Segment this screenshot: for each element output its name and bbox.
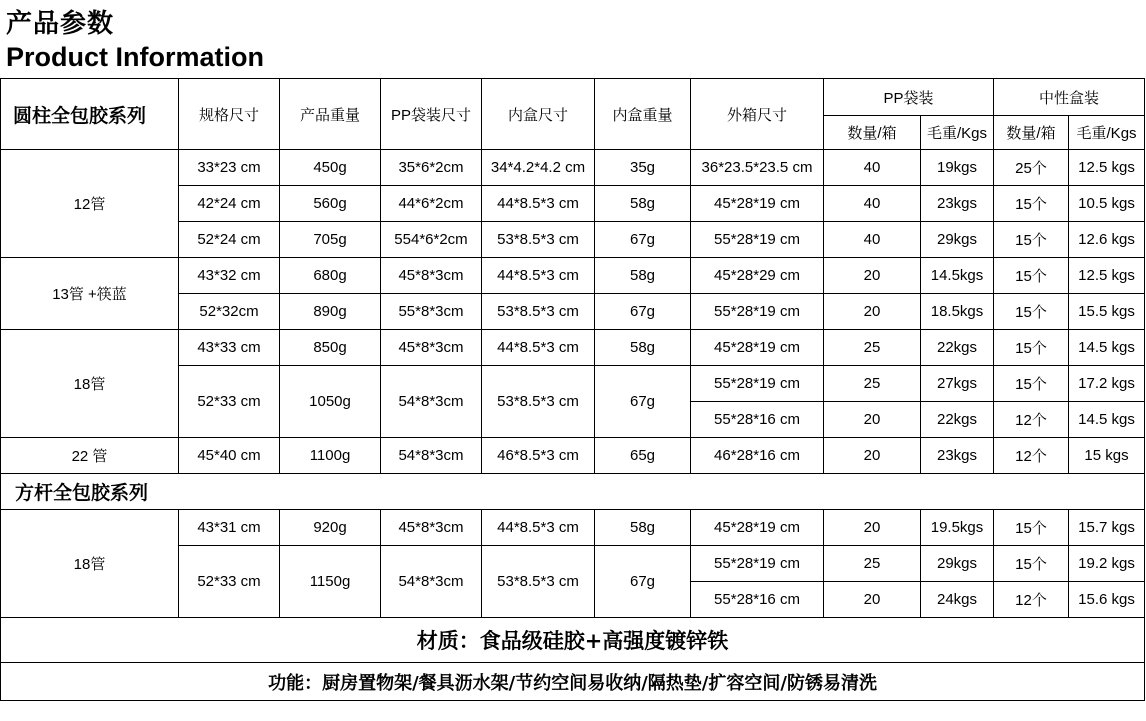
table-row <box>1 330 1145 366</box>
cell-size: 45*40 cm <box>179 438 280 474</box>
cell-pp-qty: 20 <box>824 510 921 546</box>
cell-weight: 1100g <box>280 438 381 474</box>
cell-pp-size: 45*8*3cm <box>381 510 482 546</box>
cell-inner-weight: 58g <box>595 330 691 366</box>
header-nb-gross: 毛重/Kgs <box>1069 116 1145 150</box>
cell-nb-gross: 12.6 kgs <box>1069 222 1145 258</box>
material-text: 材质：食品级硅胶+高强度镀锌铁 <box>1 618 1145 663</box>
cell-pp-gross: 19kgs <box>921 150 994 186</box>
cell-weight: 680g <box>280 258 381 294</box>
group-name: 18管 <box>1 330 179 438</box>
cell-weight: 705g <box>280 222 381 258</box>
cell-pp-gross: 22kgs <box>921 402 994 438</box>
cell-pp-qty: 25 <box>824 546 921 582</box>
header-size: 规格尺寸 <box>179 79 280 150</box>
function-text: 功能：厨房置物架/餐具沥水架/节约空间易收纳/隔热垫/扩容空间/防锈易清洗 <box>1 663 1145 701</box>
table-row <box>1 510 1145 546</box>
cell-nb-gross: 12.5 kgs <box>1069 258 1145 294</box>
series-title-round: 圆柱全包胶系列 <box>1 79 179 150</box>
header-row <box>1 79 1145 116</box>
cell-inner-size: 34*4.2*4.2 cm <box>482 150 595 186</box>
cell-inner-weight: 67g <box>595 222 691 258</box>
series-title-square: 方杆全包胶系列 <box>1 474 1145 510</box>
cell-size: 52*33 cm <box>179 366 280 438</box>
cell-size: 52*33 cm <box>179 546 280 618</box>
cell-outer-size: 36*23.5*23.5 cm <box>691 150 824 186</box>
cell-pp-gross: 29kgs <box>921 546 994 582</box>
group-name: 22 管 <box>1 438 179 474</box>
cell-outer-size: 55*28*19 cm <box>691 366 824 402</box>
cell-nb-qty: 25个 <box>994 150 1069 186</box>
cell-size: 43*33 cm <box>179 330 280 366</box>
cell-pp-gross: 23kgs <box>921 186 994 222</box>
cell-pp-qty: 20 <box>824 438 921 474</box>
cell-outer-size: 55*28*19 cm <box>691 222 824 258</box>
footer-row-material <box>1 618 1145 663</box>
cell-outer-size: 45*28*19 cm <box>691 330 824 366</box>
cell-outer-size: 45*28*29 cm <box>691 258 824 294</box>
header-pp-gross: 毛重/Kgs <box>921 116 994 150</box>
cell-outer-size: 55*28*19 cm <box>691 546 824 582</box>
group-name: 12管 <box>1 150 179 258</box>
footer-row-function <box>1 663 1145 701</box>
cell-inner-size: 44*8.5*3 cm <box>482 330 595 366</box>
cell-weight: 1150g <box>280 546 381 618</box>
cell-weight: 450g <box>280 150 381 186</box>
cell-inner-weight: 67g <box>595 366 691 438</box>
cell-pp-gross: 23kgs <box>921 438 994 474</box>
cell-pp-qty: 25 <box>824 366 921 402</box>
cell-pp-qty: 20 <box>824 402 921 438</box>
cell-inner-weight: 67g <box>595 546 691 618</box>
cell-nb-qty: 15个 <box>994 510 1069 546</box>
cell-nb-gross: 17.2 kgs <box>1069 366 1145 402</box>
cell-pp-qty: 40 <box>824 186 921 222</box>
cell-pp-size: 44*6*2cm <box>381 186 482 222</box>
title-english: Product Information <box>6 42 264 72</box>
cell-weight: 850g <box>280 330 381 366</box>
cell-pp-qty: 25 <box>824 330 921 366</box>
cell-inner-size: 44*8.5*3 cm <box>482 510 595 546</box>
cell-inner-size: 44*8.5*3 cm <box>482 186 595 222</box>
cell-pp-size: 55*8*3cm <box>381 294 482 330</box>
cell-inner-size: 53*8.5*3 cm <box>482 366 595 438</box>
cell-nb-qty: 12个 <box>994 402 1069 438</box>
cell-outer-size: 55*28*16 cm <box>691 402 824 438</box>
cell-inner-size: 53*8.5*3 cm <box>482 222 595 258</box>
cell-nb-qty: 15个 <box>994 294 1069 330</box>
header-neutral-box: 中性盒装 <box>994 79 1145 116</box>
cell-inner-size: 53*8.5*3 cm <box>482 294 595 330</box>
cell-nb-gross: 12.5 kgs <box>1069 150 1145 186</box>
cell-nb-qty: 12个 <box>994 582 1069 618</box>
cell-size: 52*32cm <box>179 294 280 330</box>
cell-pp-size: 54*8*3cm <box>381 546 482 618</box>
group-name: 13管 +筷蓝 <box>1 258 179 330</box>
cell-pp-qty: 20 <box>824 294 921 330</box>
cell-size: 52*24 cm <box>179 222 280 258</box>
cell-weight: 1050g <box>280 366 381 438</box>
cell-outer-size: 45*28*19 cm <box>691 186 824 222</box>
header-pp-qty: 数量/箱 <box>824 116 921 150</box>
cell-pp-gross: 19.5kgs <box>921 510 994 546</box>
cell-pp-size: 35*6*2cm <box>381 150 482 186</box>
title-chinese: 产品参数 <box>6 9 115 39</box>
cell-weight: 920g <box>280 510 381 546</box>
cell-weight: 560g <box>280 186 381 222</box>
cell-nb-gross: 15.7 kgs <box>1069 510 1145 546</box>
product-spec-table <box>0 78 1145 701</box>
cell-pp-size: 554*6*2cm <box>381 222 482 258</box>
cell-weight: 890g <box>280 294 381 330</box>
cell-pp-gross: 24kgs <box>921 582 994 618</box>
cell-nb-qty: 15个 <box>994 330 1069 366</box>
header-nb-qty: 数量/箱 <box>994 116 1069 150</box>
cell-pp-size: 54*8*3cm <box>381 438 482 474</box>
cell-nb-gross: 10.5 kgs <box>1069 186 1145 222</box>
header-pp-pack: PP袋装 <box>824 79 994 116</box>
cell-pp-qty: 40 <box>824 222 921 258</box>
cell-pp-qty: 40 <box>824 150 921 186</box>
table-row <box>1 438 1145 474</box>
cell-outer-size: 55*28*16 cm <box>691 582 824 618</box>
cell-size: 42*24 cm <box>179 186 280 222</box>
cell-pp-size: 45*8*3cm <box>381 258 482 294</box>
cell-inner-weight: 35g <box>595 150 691 186</box>
cell-inner-size: 46*8.5*3 cm <box>482 438 595 474</box>
cell-pp-qty: 20 <box>824 582 921 618</box>
cell-pp-qty: 20 <box>824 258 921 294</box>
cell-outer-size: 45*28*19 cm <box>691 510 824 546</box>
cell-pp-gross: 27kgs <box>921 366 994 402</box>
cell-nb-qty: 15个 <box>994 222 1069 258</box>
header-inner-box-weight: 内盒重量 <box>595 79 691 150</box>
cell-pp-gross: 14.5kgs <box>921 258 994 294</box>
cell-nb-gross: 14.5 kgs <box>1069 402 1145 438</box>
cell-nb-qty: 12个 <box>994 438 1069 474</box>
cell-outer-size: 46*28*16 cm <box>691 438 824 474</box>
cell-inner-size: 53*8.5*3 cm <box>482 546 595 618</box>
cell-pp-size: 54*8*3cm <box>381 366 482 438</box>
cell-pp-gross: 18.5kgs <box>921 294 994 330</box>
cell-outer-size: 55*28*19 cm <box>691 294 824 330</box>
cell-inner-weight: 58g <box>595 186 691 222</box>
cell-inner-weight: 58g <box>595 258 691 294</box>
table-row <box>1 258 1145 294</box>
header-inner-box-size: 内盒尺寸 <box>482 79 595 150</box>
cell-nb-gross: 15 kgs <box>1069 438 1145 474</box>
table-row <box>1 150 1145 186</box>
cell-pp-size: 45*8*3cm <box>381 330 482 366</box>
group-name: 18管 <box>1 510 179 618</box>
cell-inner-weight: 67g <box>595 294 691 330</box>
cell-nb-gross: 15.5 kgs <box>1069 294 1145 330</box>
cell-nb-qty: 15个 <box>994 366 1069 402</box>
cell-nb-gross: 19.2 kgs <box>1069 546 1145 582</box>
header-weight: 产品重量 <box>280 79 381 150</box>
section-row <box>1 474 1145 510</box>
cell-nb-qty: 15个 <box>994 546 1069 582</box>
cell-nb-gross: 14.5 kgs <box>1069 330 1145 366</box>
cell-inner-weight: 65g <box>595 438 691 474</box>
header-pp-bag-size: PP袋装尺寸 <box>381 79 482 150</box>
cell-inner-size: 44*8.5*3 cm <box>482 258 595 294</box>
cell-nb-gross: 15.6 kgs <box>1069 582 1145 618</box>
cell-size: 43*32 cm <box>179 258 280 294</box>
cell-size: 33*23 cm <box>179 150 280 186</box>
header-outer-box-size: 外箱尺寸 <box>691 79 824 150</box>
cell-size: 43*31 cm <box>179 510 280 546</box>
cell-nb-qty: 15个 <box>994 258 1069 294</box>
cell-pp-gross: 29kgs <box>921 222 994 258</box>
cell-inner-weight: 58g <box>595 510 691 546</box>
cell-nb-qty: 15个 <box>994 186 1069 222</box>
cell-pp-gross: 22kgs <box>921 330 994 366</box>
